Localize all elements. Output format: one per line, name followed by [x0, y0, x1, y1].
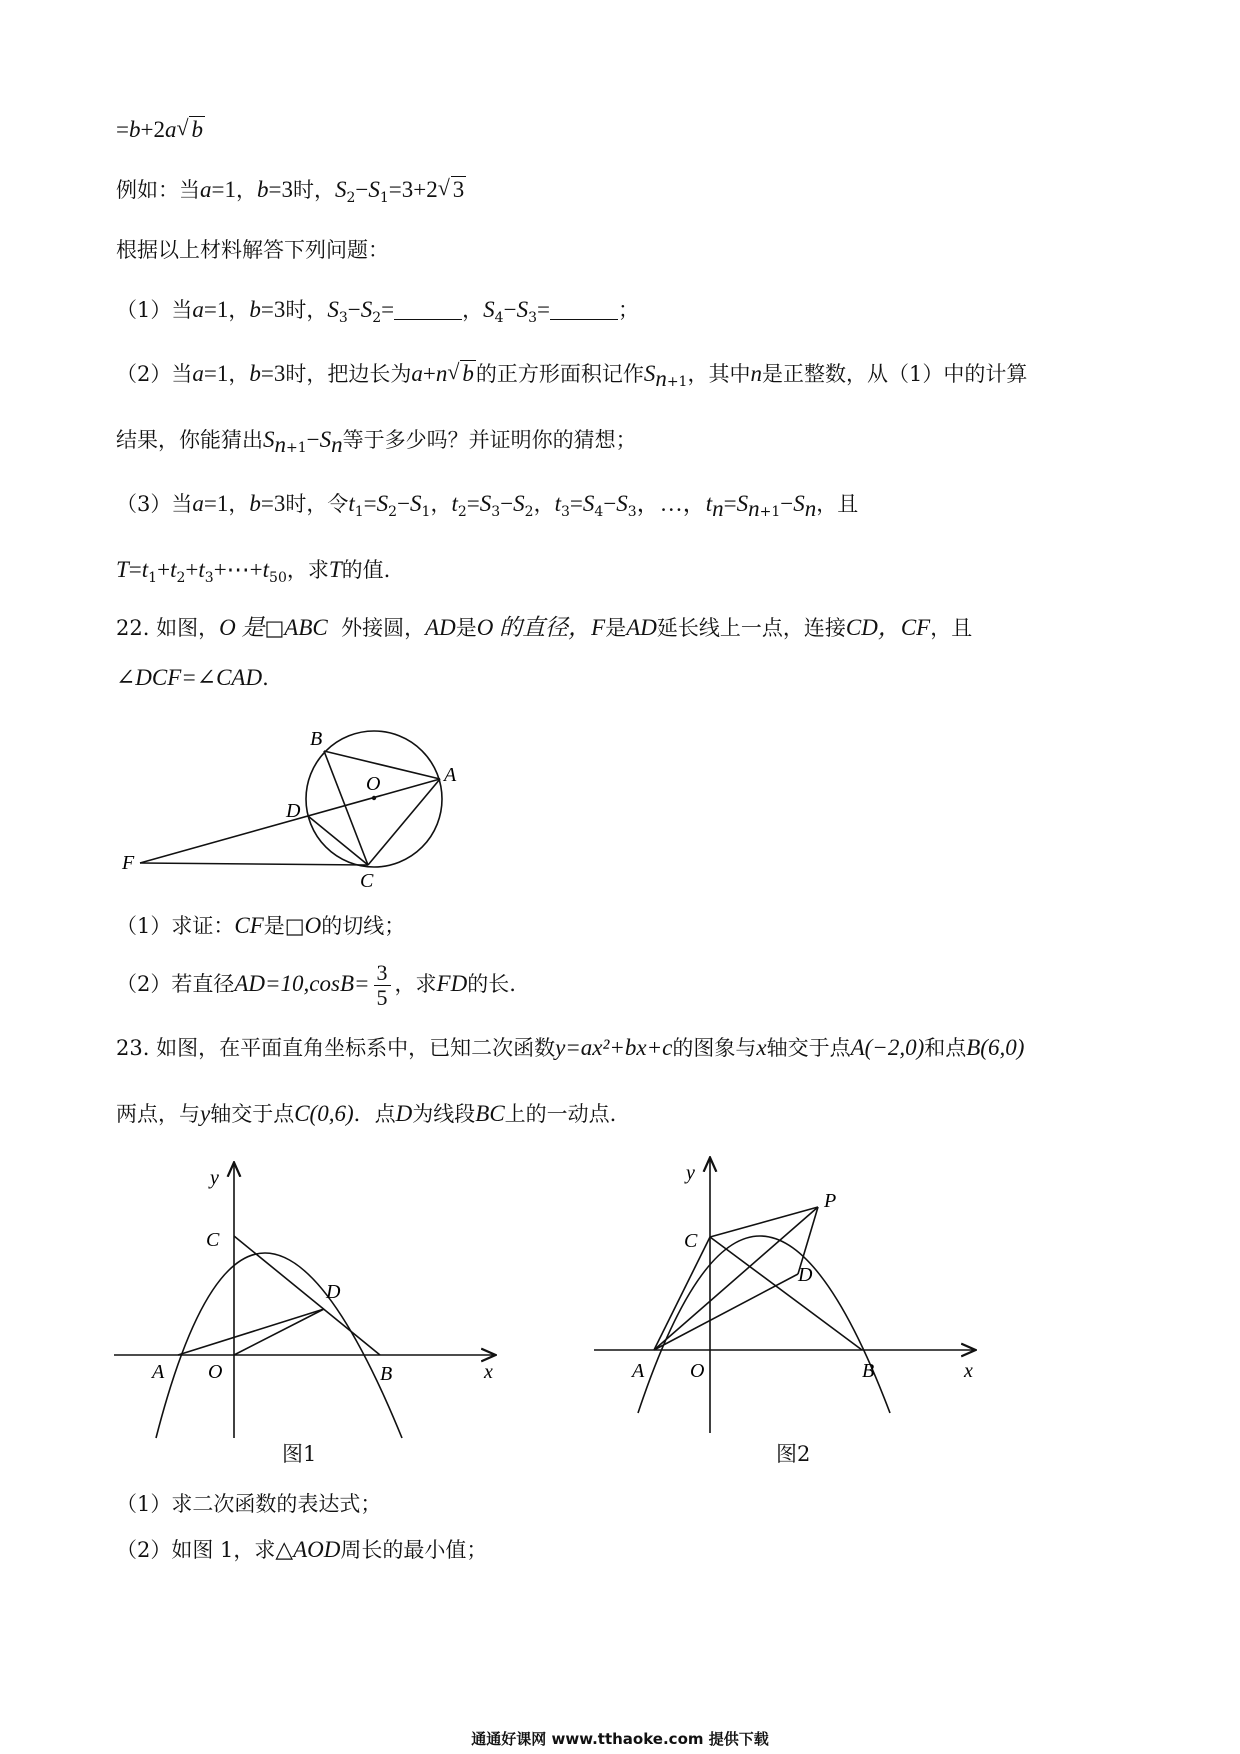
label-b: B — [310, 728, 323, 750]
footer-watermark: 通通好课网 www.tthaoke.com 提供下载 — [471, 1730, 769, 1748]
q22-circle-figure — [110, 715, 490, 895]
fig1-label-b: B — [380, 1363, 393, 1385]
answer-blank-2[interactable] — [550, 299, 618, 320]
point-o — [372, 796, 376, 800]
instruction-text: 根据以上材料解答下列问题： — [116, 238, 389, 262]
fig2-caption: 图2 — [776, 1442, 811, 1466]
q23-intro: 23. 如图，在平面直角坐标系中，已知二次函数y=ax²+bx+c的图象与x轴交于点A(−2,0)和点B(6,0) — [116, 1035, 1025, 1060]
segment-ba — [324, 751, 440, 779]
q23-sub-2: （2）如图 1，求△AOD周长的最小值； — [116, 1537, 488, 1562]
segment-ad — [178, 1309, 324, 1355]
fig2-label-a: A — [632, 1360, 645, 1382]
q22-intro: 22. 如图，O 是□ABC 外接圆，AD是O 的直径，F是AD延长线上一点，连接CD，CF，且 — [116, 615, 973, 640]
segment-od — [234, 1309, 324, 1355]
parabola-2 — [638, 1236, 890, 1413]
fig2-label-d: D — [798, 1264, 813, 1286]
question-2: （2）当a=1，b=3时，把边长为a+n√ b的正方形面积记作$S_{n+1}$，其中n是正整数，从（1）中的计算 — [116, 360, 1027, 396]
equation-line: =b+2a√ b — [116, 116, 205, 144]
label-d: D — [286, 800, 301, 822]
q23-sub-1: （1）求二次函数的表达式； — [116, 1492, 382, 1516]
fig2-label-x: x — [964, 1360, 973, 1382]
answer-blank-1[interactable] — [394, 299, 462, 320]
fig1-caption: 图1 — [282, 1442, 317, 1466]
fig2-label-o: O — [690, 1360, 705, 1382]
q22-sub-1: （1）求证：CF是□O的切线； — [116, 913, 406, 938]
q22-condition: ∠DCF=∠CAD. — [116, 665, 269, 690]
label-a: A — [444, 764, 457, 786]
segment-cb — [710, 1237, 862, 1350]
question-3-line-2: $T=t_1+t_2+t_3+\cdots+t_{50}$，求T的值. — [116, 557, 391, 587]
fig1-label-d: D — [326, 1281, 341, 1303]
q23-intro-line-2: 两点，与y轴交于点C(0,6)．点D为线段BC上的一动点. — [116, 1101, 617, 1126]
q23-figure-1 — [110, 1150, 510, 1450]
fraction-cos-b: $\frac{3}{5}$ — [374, 961, 391, 1010]
fig2-label-b: B — [862, 1360, 875, 1382]
fig2-label-c: C — [684, 1230, 698, 1252]
question-1: （1）当a=1，b=3时，$S_3-S_2=$ ，$S_4-S_3=$ ； — [116, 297, 639, 327]
label-c: C — [360, 870, 374, 892]
label-o: O — [366, 773, 381, 795]
label-f: F — [122, 852, 135, 874]
segment-ac — [654, 1237, 710, 1350]
fig2-label-y: y — [686, 1162, 695, 1184]
parabola-1 — [156, 1253, 402, 1438]
segment-ap — [654, 1207, 818, 1350]
fig1-label-a: A — [152, 1361, 165, 1383]
fig1-label-y: y — [210, 1167, 219, 1189]
question-2-line-2: 结果，你能猜出$S_{n+1}-S_n$等于多少吗？并证明你的猜想； — [116, 427, 637, 458]
q23-figure-2 — [590, 1145, 990, 1445]
question-3: （3）当a=1，b=3时，令$t_1=S_2-S_1$，$t_2=S_3-S_2$，$t_3=S_4-S_3$，…，$t_n=S_{n+1}-S_n$，且 — [116, 491, 859, 522]
fig1-label-c: C — [206, 1229, 220, 1251]
segment-fc — [140, 863, 368, 865]
fig1-label-x: x — [484, 1361, 493, 1383]
segment-ad — [654, 1274, 798, 1350]
fig1-label-o: O — [208, 1361, 223, 1383]
example-line: 例如：当a=1，b=3时，$S_2-S_1=3+2√$ 3 — [116, 176, 466, 212]
q22-sub-2: （2）若直径AD=10,cosB= $\frac{3}{5}$ ，求FD的长. — [116, 960, 516, 1010]
fig2-label-p: P — [824, 1190, 837, 1212]
segment-cb — [234, 1236, 380, 1355]
